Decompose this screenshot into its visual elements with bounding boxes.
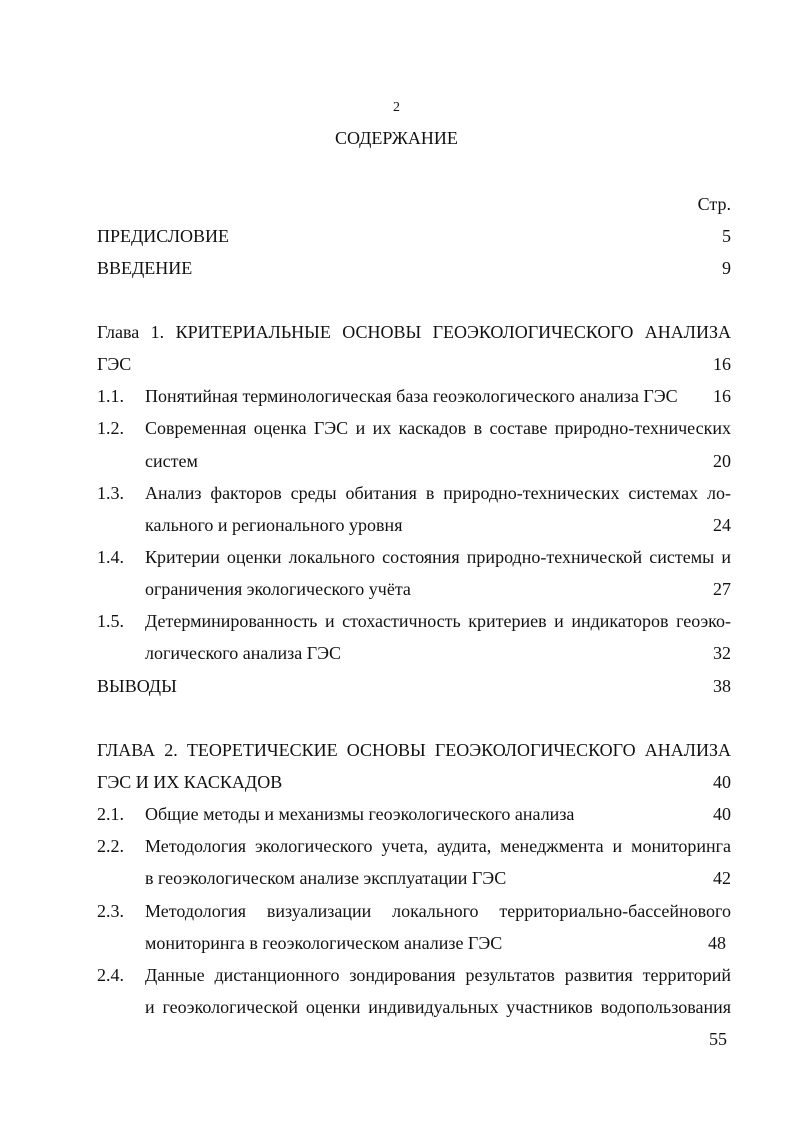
page-number: 2 <box>393 100 400 115</box>
entry-page: 40 <box>713 772 731 792</box>
section-number: 1.2. <box>97 418 124 438</box>
section-title-line: Общие методы и механизмы геоэкологического анализа <box>145 804 575 824</box>
section-title-line: Детерминированность и стохастичность критериев и индикаторов геоэко- <box>145 611 731 631</box>
entry-title: ВЫВОДЫ <box>97 676 177 696</box>
entry-page: 48 <box>708 933 726 953</box>
section-title-line: в геоэкологическом анализе эксплуатации ГЭС <box>145 868 507 888</box>
entry-page: 38 <box>713 676 731 696</box>
entry-page: 24 <box>713 515 731 535</box>
entry-title: ПРЕДИСЛОВИЕ <box>97 226 230 246</box>
entry-page: 27 <box>713 579 731 599</box>
page-column-label: Стр. <box>697 194 731 214</box>
entry-page: 40 <box>713 804 731 824</box>
section-number: 2.1. <box>97 804 124 824</box>
section-title-line: Методология визуализации локального территориально-бассейнового <box>145 901 731 921</box>
section-number: 1.5. <box>97 611 124 631</box>
section-title-line: и геоэкологической оценки индивидуальных участников водопользования <box>145 997 731 1017</box>
section-title-line: мониторинга в геоэкологическом анализе ГЭС <box>145 933 503 953</box>
section-number: 2.3. <box>97 901 124 921</box>
section-title-line: ограничения экологического учёта <box>145 579 411 599</box>
chapter-title-line: ГЭС <box>97 354 132 374</box>
section-title-line: Данные дистанционного зондирования результатов развития территорий <box>145 965 731 985</box>
section-title-line: Методология экологического учета, аудита, менеджмента и мониторинга <box>145 836 731 856</box>
section-title-line: кального и регионального уровня <box>145 515 403 535</box>
section-number: 2.4. <box>97 965 124 985</box>
section-title-line: Современная оценка ГЭС и их каскадов в составе природно-технических <box>145 418 731 438</box>
entry-page: 32 <box>713 643 731 663</box>
entry-page: 5 <box>722 226 731 246</box>
entry-page: 55 <box>709 1029 727 1049</box>
section-number: 2.2. <box>97 836 124 856</box>
entry-page: 20 <box>713 451 731 471</box>
section-title-line: Анализ факторов среды обитания в природно-технических системах ло- <box>145 483 731 503</box>
chapter-title-line: ГЛАВА 2. ТЕОРЕТИЧЕСКИЕ ОСНОВЫ ГЕОЭКОЛОГИЧЕСКОГО АНАЛИЗА <box>97 740 731 760</box>
entry-title: ВВЕДЕНИЕ <box>97 258 193 278</box>
section-title-line: Понятийная терминологическая база геоэкологического анализа ГЭС <box>145 386 678 406</box>
section-title-line: Критерии оценки локального состояния природно-технической системы и <box>145 547 731 567</box>
section-number: 1.4. <box>97 547 124 567</box>
chapter-title-line: ГЭС И ИХ КАСКАДОВ <box>97 772 283 792</box>
section-title-line: логического анализа ГЭС <box>145 643 342 663</box>
section-number: 1.3. <box>97 483 124 503</box>
entry-page: 16 <box>713 354 731 374</box>
entry-page: 16 <box>713 386 731 406</box>
page-title: СОДЕРЖАНИЕ <box>335 128 458 148</box>
entry-page: 9 <box>722 258 731 278</box>
section-title-line: систем <box>145 451 198 471</box>
entry-page: 42 <box>713 868 731 888</box>
section-number: 1.1. <box>97 386 124 406</box>
chapter-title-line: Глава 1. КРИТЕРИАЛЬНЫЕ ОСНОВЫ ГЕОЭКОЛОГИЧЕСКОГО АНАЛИЗА <box>97 322 731 342</box>
